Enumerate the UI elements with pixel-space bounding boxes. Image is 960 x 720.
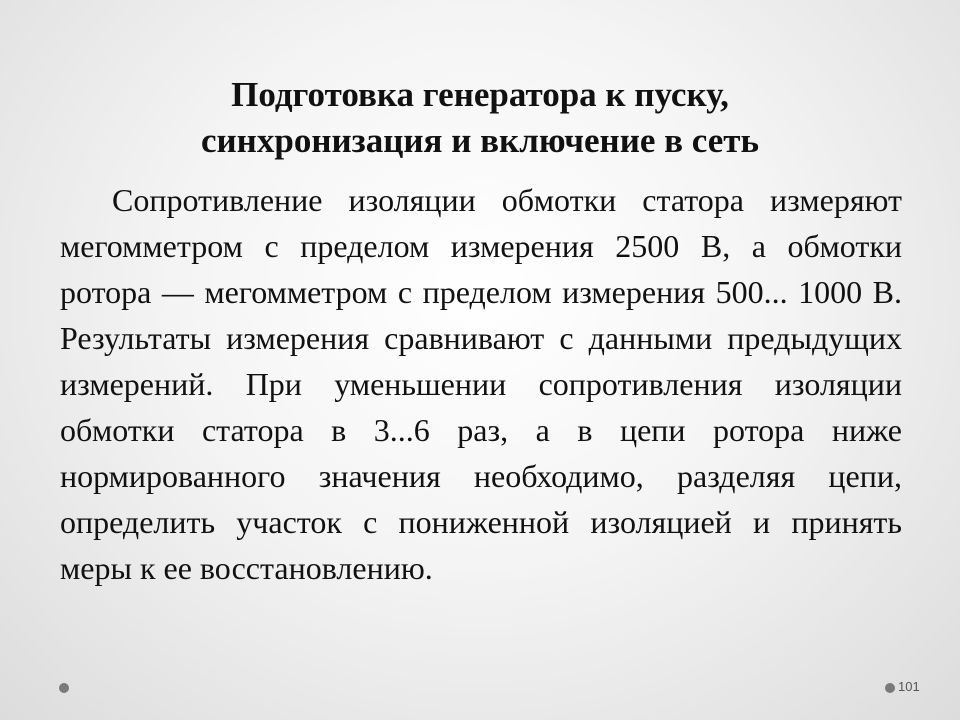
left-bullet-dot-icon bbox=[59, 683, 69, 693]
slide-title-line-2: синхронизация и включение в сеть bbox=[200, 121, 760, 160]
slide-title-line-1: Подготовка генератора к пуску, bbox=[231, 75, 729, 114]
slide-body-text: Сопротивление изоляции обмотки статора измеряют мегомметром с пределом измерения 2500 В, а обмотки ротора — мегомметром с пределом измерения 500... 1000 В. Результаты измерения сравнивают с данными предыдущих измерений. При уменьшении сопротивления изоляции обмотки статора в 3...6 раз, а в цепи ротора ниже нормированного значения необходимо, разделяя цепи, определить участок с пониженной изоляцией и принять меры к ее восстановлению. bbox=[60, 182, 902, 586]
right-bullet-dot-icon bbox=[885, 683, 895, 693]
page-number: 101 bbox=[898, 679, 920, 694]
slide-title bbox=[60, 72, 900, 164]
